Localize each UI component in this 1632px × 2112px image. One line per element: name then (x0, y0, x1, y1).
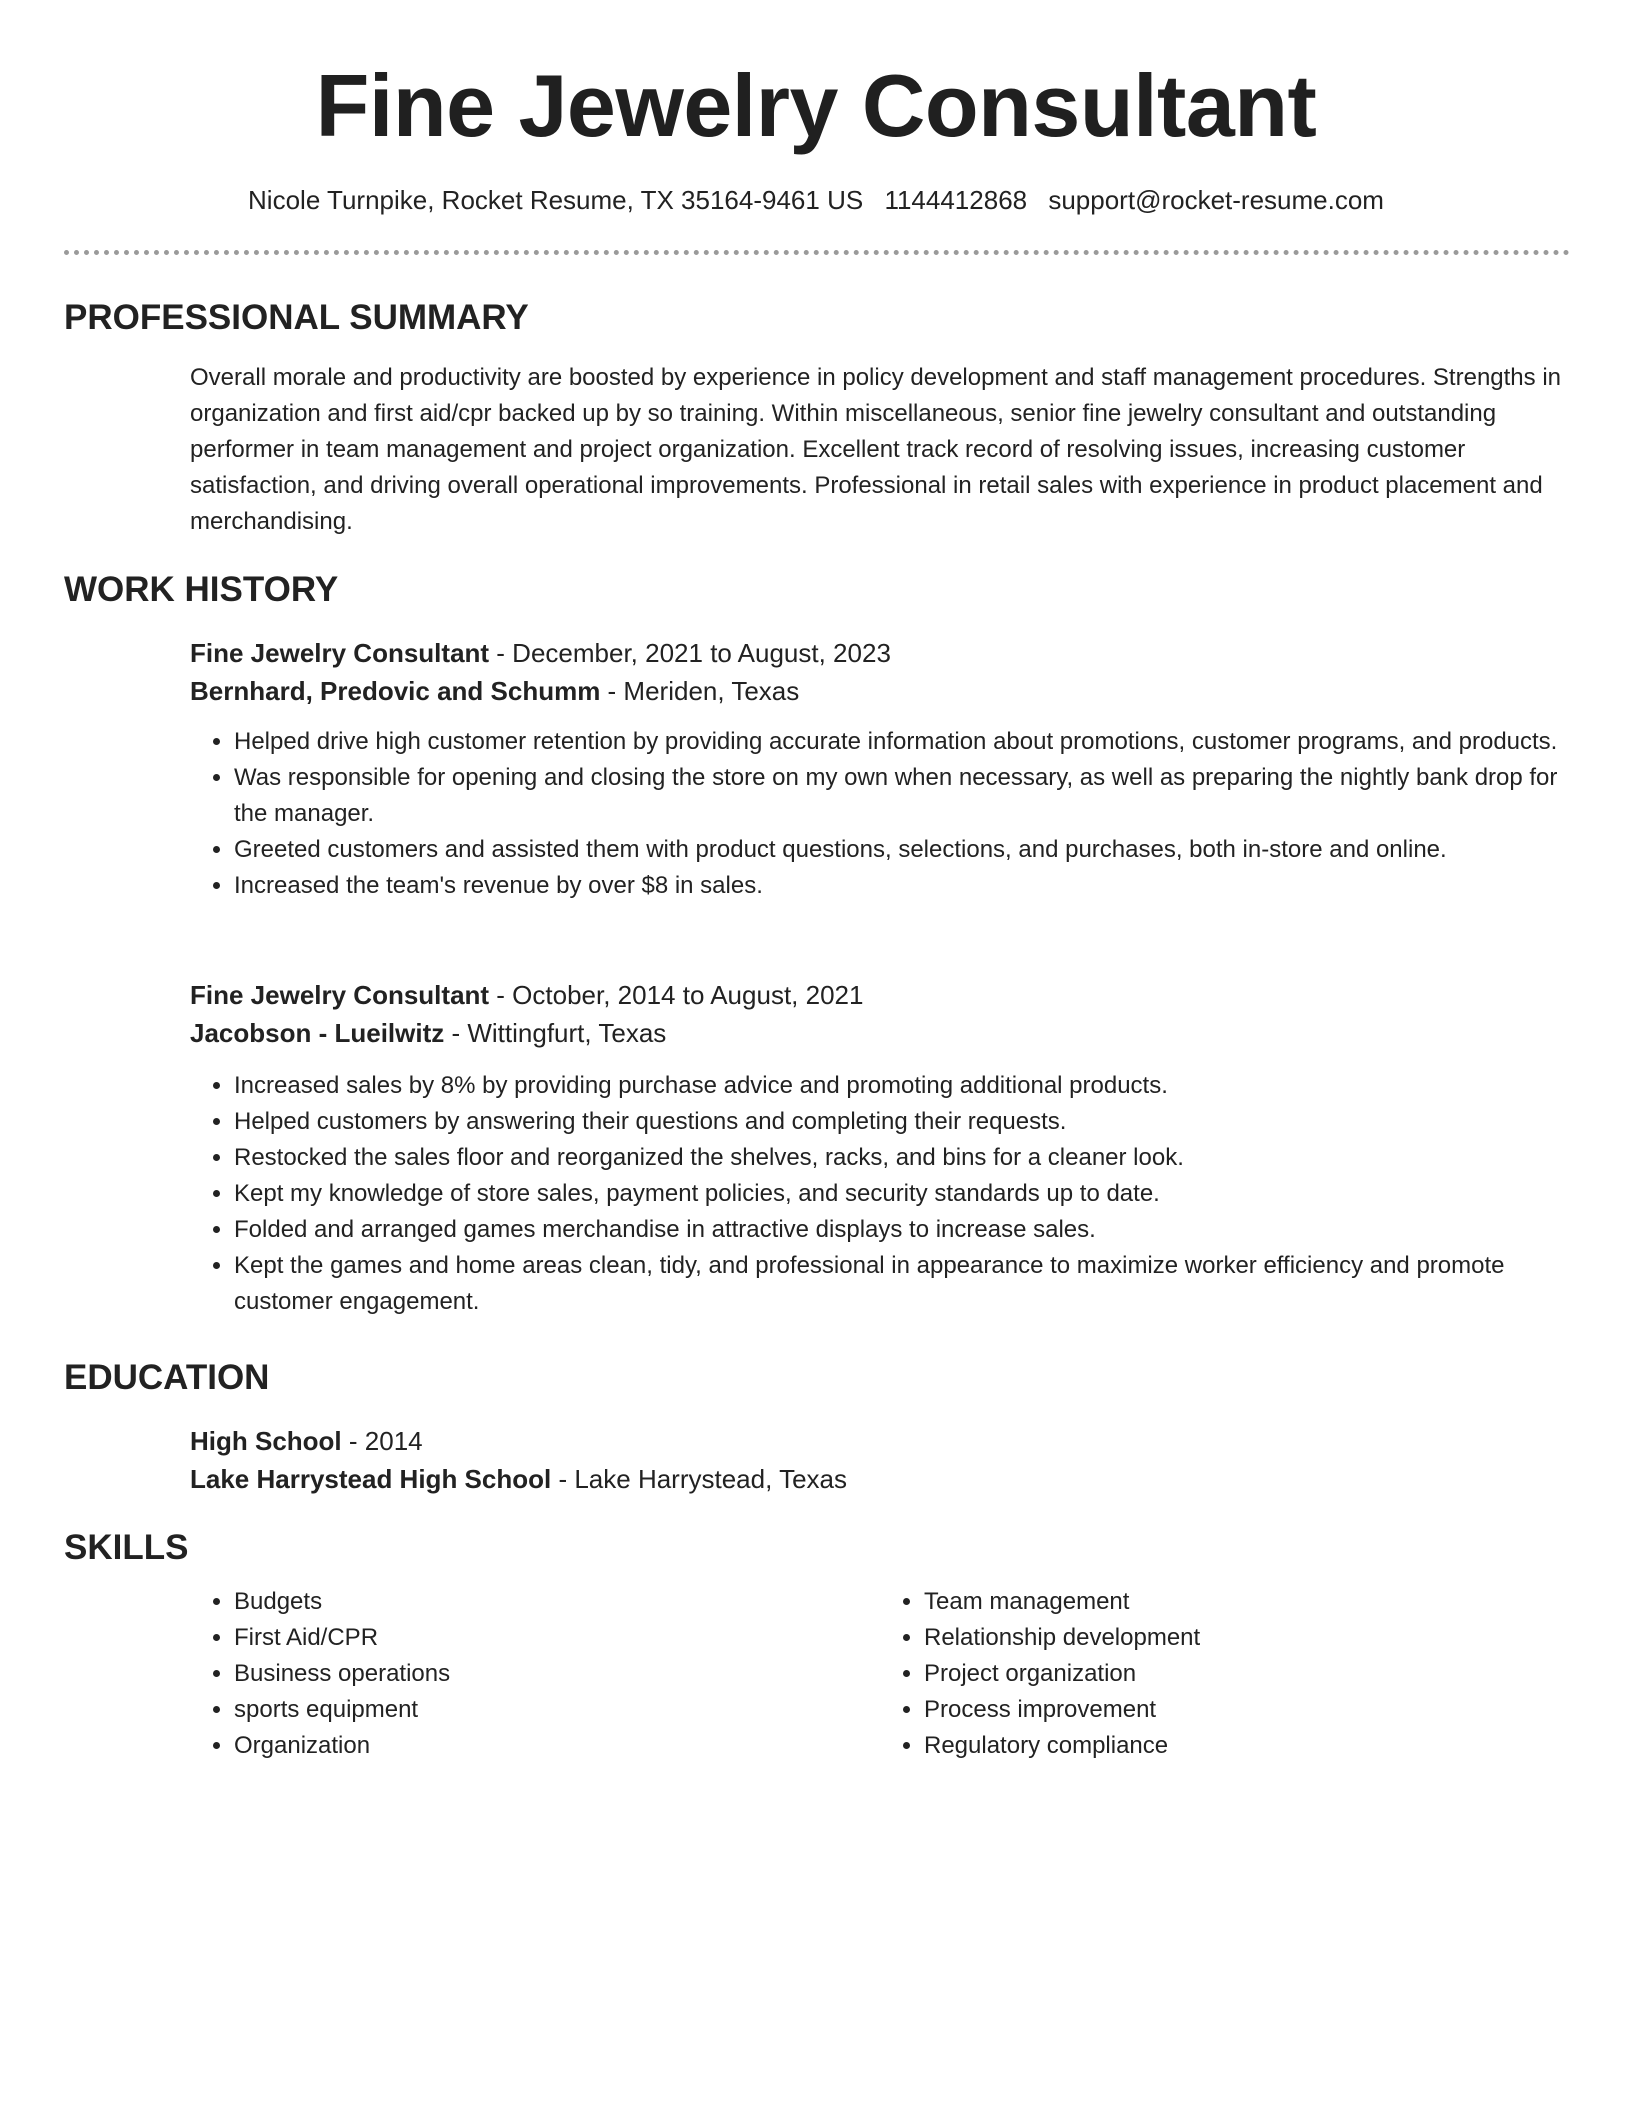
list-item: • Was responsible for opening and closing the store on my own when necessary, as well as preparing the nightly bank drop for the manager. (234, 760, 1570, 832)
list-item: • Process improvement (924, 1692, 1570, 1728)
education-school-line (190, 1460, 1570, 1498)
skills-list-left (190, 1584, 880, 1764)
list-item: • Team management (924, 1584, 1570, 1620)
list-item: • Greeted customers and assisted them with product questions, selections, and purchases, both in-store and online. (234, 832, 1570, 868)
education-location: - Lake Harrystead, Texas (551, 1464, 847, 1494)
summary-text: Overall morale and productivity are boosted by experience in policy development and staff management procedures. Strengths in organization and first aid/cpr backed up by so training. Within miscellaneous, senior fine jewelry consultant and outstanding performer in team management and project organization. Excellent track record of resolving issues, increasing customer satisfaction, and driving overall operational improvements. Professional in retail sales with experience in product placement and merchandising. (190, 364, 1561, 535)
list-item: • Regulatory compliance (924, 1728, 1570, 1764)
contact-address: Nicole Turnpike, Rocket Resume, TX 35164-9461 US (248, 185, 864, 215)
list-item: • Kept the games and home areas clean, tidy, and professional in appearance to maximize worker efficiency and promote customer engagement. (234, 1248, 1570, 1320)
summary-block (190, 360, 1570, 540)
job-role-line (190, 634, 1570, 672)
list-item: • First Aid/CPR (234, 1620, 880, 1656)
list-item: • Helped drive high customer retention by providing accurate information about promotions, customer programs, and products. (234, 724, 1570, 760)
education-degree: High School (190, 1426, 342, 1456)
contact-line (0, 182, 1632, 218)
education-degree-line (190, 1422, 1570, 1460)
list-item: • Kept my knowledge of store sales, payment policies, and security standards up to date. (234, 1176, 1570, 1212)
job-dates: - December, 2021 to August, 2023 (489, 638, 891, 668)
summary-title: PROFESSIONAL SUMMARY (64, 298, 529, 337)
skills-list-right (880, 1584, 1570, 1764)
contact-phone: 1144412868 (884, 185, 1028, 215)
job-role-line (190, 976, 1570, 1014)
header-divider (64, 250, 1570, 255)
list-item: • Project organization (924, 1656, 1570, 1692)
job-location: - Meriden, Texas (600, 676, 800, 706)
job-entry (190, 976, 1570, 1320)
job-bullets (190, 724, 1570, 904)
job-company: Jacobson - Lueilwitz (190, 1018, 445, 1048)
education-entry (190, 1422, 1570, 1498)
skills-grid (190, 1584, 1570, 1764)
resume-name: Fine Jewelry Consultant (315, 56, 1317, 155)
job-bullets (190, 1068, 1570, 1320)
job-role: Fine Jewelry Consultant (190, 638, 490, 668)
education-title: EDUCATION (64, 1358, 270, 1397)
job-location: - Wittingfurt, Texas (444, 1018, 667, 1048)
job-role: Fine Jewelry Consultant (190, 980, 490, 1010)
list-item: • Folded and arranged games merchandise in attractive displays to increase sales. (234, 1212, 1570, 1248)
list-item: • Restocked the sales floor and reorganized the shelves, racks, and bins for a cleaner look. (234, 1140, 1570, 1176)
education-school: Lake Harrystead High School (190, 1464, 552, 1494)
list-item: • Helped customers by answering their questions and completing their requests. (234, 1104, 1570, 1140)
job-company-line (190, 1014, 1570, 1052)
work-title: WORK HISTORY (64, 570, 339, 609)
list-item: • Organization (234, 1728, 880, 1764)
job-dates: - October, 2014 to August, 2021 (489, 980, 864, 1010)
job-entry (190, 634, 1570, 904)
list-item: • Increased sales by 8% by providing purchase advice and promoting additional products. (234, 1068, 1570, 1104)
list-item: • Increased the team's revenue by over $8 in sales. (234, 868, 1570, 904)
skills-title: SKILLS (64, 1528, 189, 1567)
list-item: • sports equipment (234, 1692, 880, 1728)
list-item: • Budgets (234, 1584, 880, 1620)
education-year: - 2014 (341, 1426, 423, 1456)
job-company-line (190, 672, 1570, 710)
list-item: • Relationship development (924, 1620, 1570, 1656)
contact-email: support@rocket-resume.com (1048, 185, 1384, 215)
job-company: Bernhard, Predovic and Schumm (190, 676, 601, 706)
list-item: • Business operations (234, 1656, 880, 1692)
